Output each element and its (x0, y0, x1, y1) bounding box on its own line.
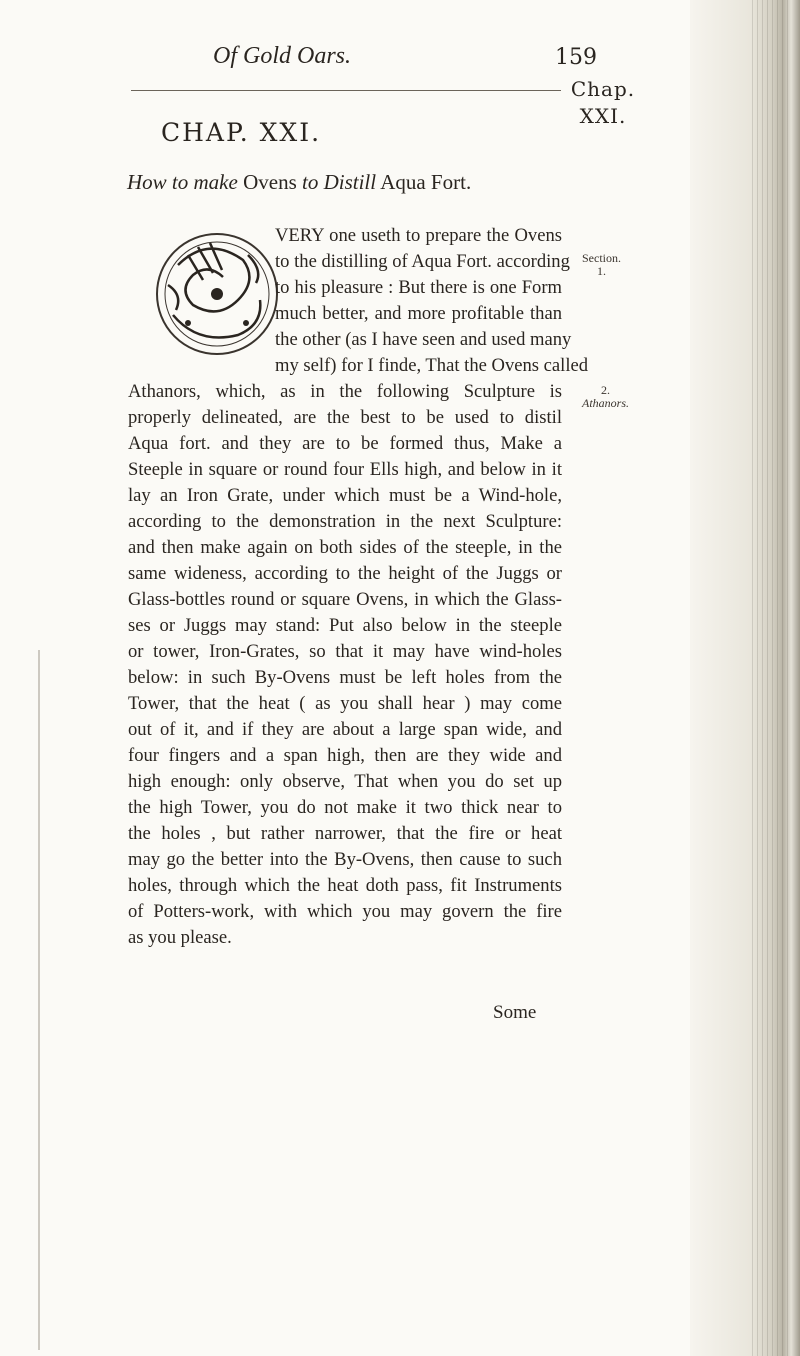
text-line: as you please. (128, 927, 232, 948)
left-margin-shadow (38, 650, 40, 1350)
page-edge-lines (752, 0, 792, 1356)
text-line: Athanors, which, as in the following Sculpture is (128, 381, 562, 402)
running-head: Of Gold Oars. (213, 43, 352, 69)
text-line: same wideness, according to the height of the Juggs or (128, 563, 562, 584)
text-line: lay an Iron Grate, under which must be a Wind-hole, (128, 485, 562, 506)
chapter-side-line: Chap. (570, 77, 636, 101)
text-line: below: in such By-Ovens must be left holes from the (128, 667, 562, 688)
text-line: VERY one useth to prepare the Ovens (275, 225, 562, 246)
margin-note-line: 1. (597, 264, 606, 278)
page-number: 159 (555, 45, 597, 70)
text-line: ses or Juggs may stand: Put also below in the steeple (128, 615, 562, 636)
body-paragraph (128, 223, 589, 951)
margin-note-section (582, 252, 621, 278)
chapter-title: CHAP. XXI. (161, 118, 322, 147)
text-line: high enough: only observe, That when you do set up (128, 771, 562, 792)
margin-note-line: Athanors. (582, 396, 630, 410)
header-rule (131, 90, 561, 91)
text-line: according to the demonstration in the next Sculpture: (128, 511, 562, 532)
text-line: holes, through which the heat doth pass, fit Instruments (128, 875, 562, 896)
text-line: four fingers and a span high, then are they wide and (128, 745, 562, 766)
text-line: Steeple in square or round four Ells high, and below in it (128, 459, 562, 480)
text-line: the high Tower, you do not make it two thick near to (128, 797, 562, 818)
margin-note-line: Section. (582, 251, 621, 265)
text-line: Glass-bottles round or square Ovens, in which the Glass- (128, 589, 562, 610)
subtitle-part: Ovens (243, 170, 297, 194)
subtitle-part: to (296, 170, 324, 194)
chapter-side-label (568, 76, 638, 130)
text-line: of Potters-work, with which you may govern the fire (128, 901, 562, 922)
text-line: the other (as I have seen and used many (275, 329, 572, 350)
text-line: the holes , but rather narrower, that the fire or heat (128, 823, 562, 844)
text-line: may go the better into the By-Ovens, then cause to such (128, 849, 562, 870)
text-line: Tower, that the heat ( as you shall hear ) may come (128, 693, 562, 714)
text-line: to his pleasure : But there is one Form (275, 277, 562, 298)
text-line: my self) for I finde, That the Ovens called (275, 355, 589, 376)
text-line: or tower, Iron-Grates, so that it may have wind-holes (128, 641, 562, 662)
chapter-side-line: XXI. (579, 104, 627, 128)
subtitle-part: How to make (127, 170, 244, 194)
margin-note-line: 2. (601, 383, 610, 397)
text-line: properly delineated, are the best to be used to distil (128, 407, 562, 428)
text-line: much better, and more profitable than (275, 303, 562, 324)
subtitle-part: Aqua Fort. (376, 170, 472, 194)
margin-note-athanors (582, 384, 629, 410)
text-line: Aqua fort. and they are to be formed thus, Make a (128, 433, 562, 454)
text-line: to the distilling of Aqua Fort. according (275, 251, 570, 272)
subtitle-part: Distill (323, 170, 377, 194)
text-line: and then make again on both sides of the steeple, in the (128, 537, 562, 558)
text-line: out of it, and if they are about a large span wide, and (128, 719, 562, 740)
chapter-subtitle (127, 170, 471, 195)
catchword: Some (493, 1002, 537, 1023)
